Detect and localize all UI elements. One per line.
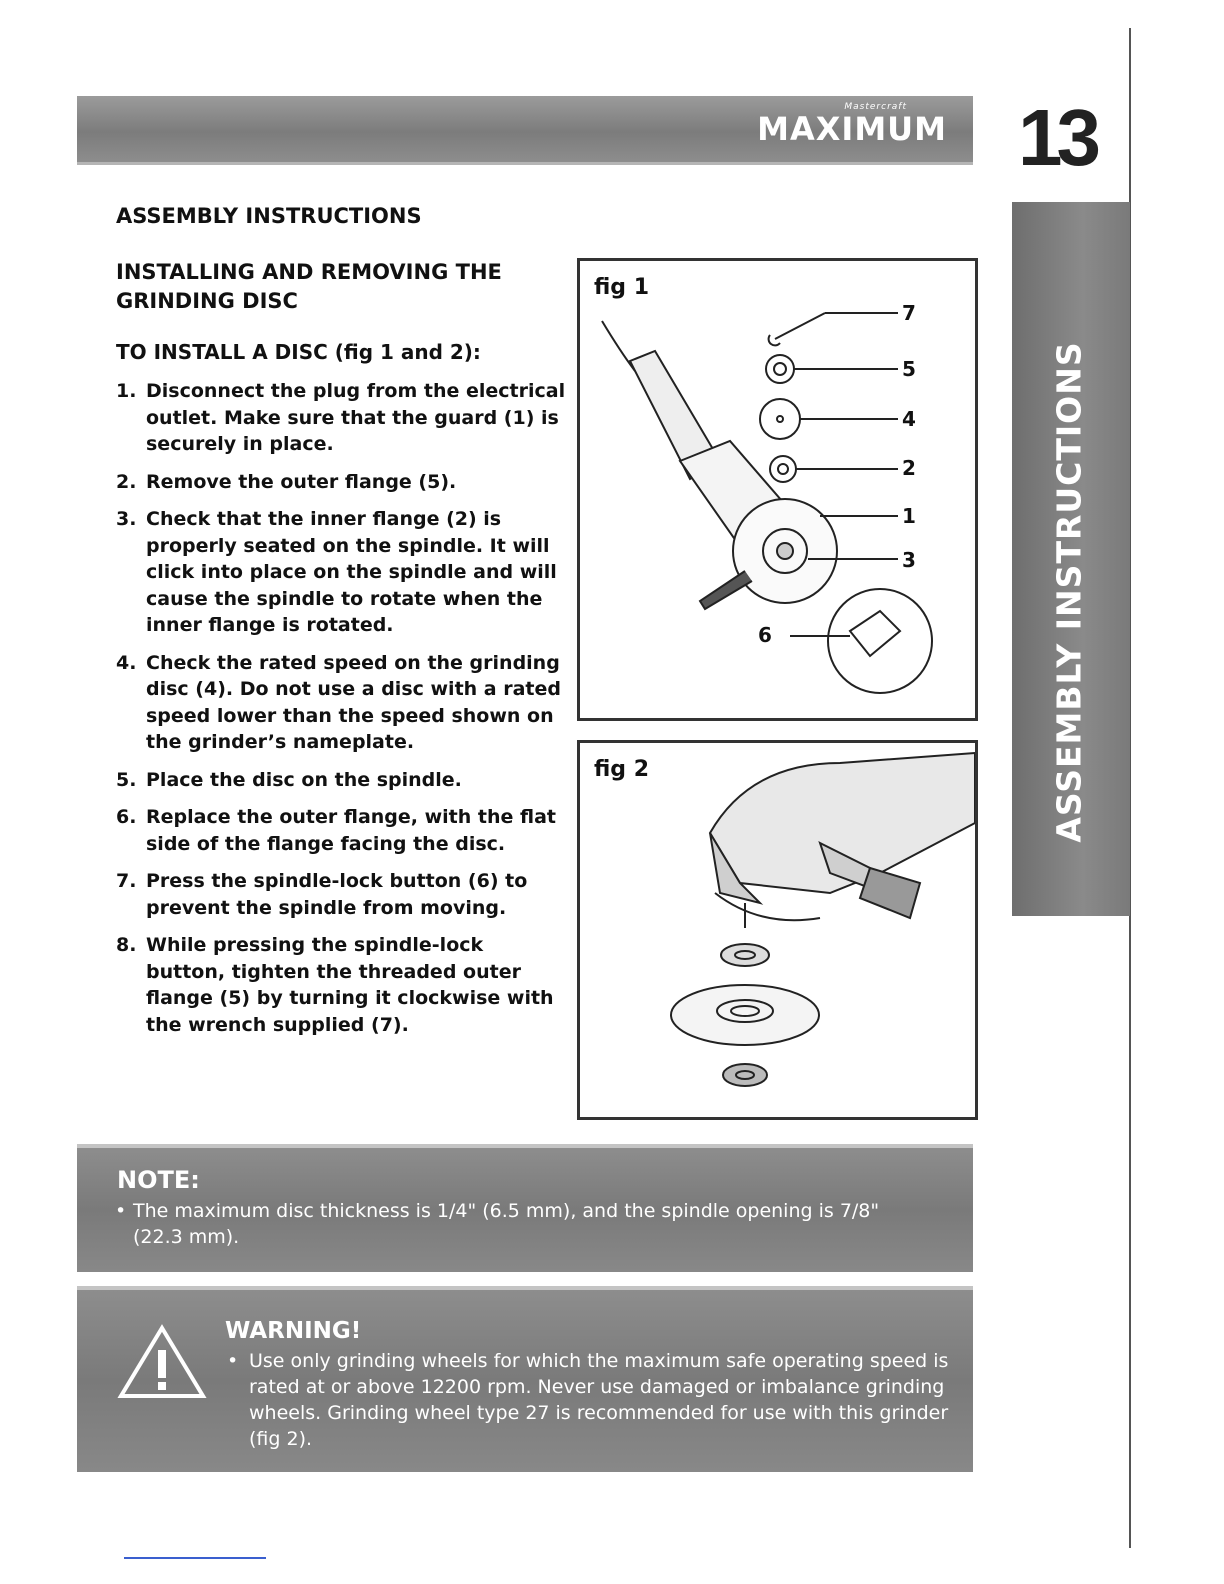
note-box [77,1144,973,1272]
wrench-shape [769,313,825,345]
callout-1: 1 [902,504,916,528]
figure-2-label: fig 2 [594,757,650,782]
callout-5: 5 [902,357,916,381]
step-text: Press the spindle-lock button (6) to prevent the spindle from moving. [146,870,528,919]
step-number: 1. [116,380,137,402]
step-text: Check that the inner flange (2) is properly seated on the spindle. It will click into place on the spindle and will cause the spindle to rotate when the inner flange is rotated. [146,508,557,636]
step-item [116,650,566,756]
side-handle [700,571,752,609]
figure-2-illustration [580,743,975,1117]
brand-main-text: MAXIMUM [757,110,947,148]
warning-title: WARNING! [225,1318,362,1344]
step-item [116,868,566,921]
step-item [116,767,566,794]
step-item [116,804,566,857]
callout-2: 2 [902,456,916,480]
lock-detail-circle [828,589,932,693]
inner-flange-shape [770,456,796,482]
callout-6: 6 [758,623,772,647]
step-number: 3. [116,508,137,530]
warning-box [77,1286,973,1472]
step-text: Remove the outer flange (5). [146,470,457,493]
step-text: Replace the outer flange, with the flat side of the flange facing the disc. [146,806,556,855]
callout-3: 3 [902,548,916,572]
figure-1-illustration [580,261,975,718]
brand-logo [757,102,947,146]
warning-text-wrapper [227,1348,969,1452]
side-tab-label: ASSEMBLY INSTRUCTIONS [1049,341,1089,843]
figure-1-label: fig 1 [594,275,650,300]
brand-small-text: Mastercraft [844,102,907,112]
header-bar [77,96,973,165]
step-text: Check the rated speed on the grinding disc (4). Do not use a disc with a rated speed lower than the speed shown on the grinder’s nameplate. [146,651,561,753]
figure-1 [577,258,978,721]
step-item [116,469,566,496]
note-text-wrapper [115,1198,933,1250]
sub-title: INSTALLING AND REMOVING THE GRINDING DISC [116,260,502,313]
outer-flange-fig2 [723,1064,767,1086]
page-number: 13 [1018,93,1095,182]
guard-fig2 [715,893,820,920]
step-number: 7. [116,870,137,892]
note-text: The maximum disc thickness is 1/4" (6.5 mm), and the spindle opening is 7/8" (22.3 mm). [133,1200,880,1248]
footer-line [124,1557,266,1559]
spindle [777,543,793,559]
callout-7: 7 [902,301,916,325]
warning-triangle-icon [117,1324,207,1400]
step-number: 2. [116,470,137,493]
step-number: 8. [116,934,137,956]
callout-4: 4 [902,407,916,431]
install-steps-list [116,378,566,1049]
disc-shape [760,399,800,439]
step-item [116,932,566,1038]
step-number: 6. [116,806,137,828]
step-item [116,506,566,639]
note-title: NOTE: [117,1166,200,1194]
step-number: 4. [116,651,137,674]
inner-flange-fig2 [721,944,769,966]
power-cord [602,321,635,371]
install-heading: TO INSTALL A DISC (fig 1 and 2): [116,340,481,364]
step-text: Disconnect the plug from the electrical outlet. Make sure that the guard (1) is securely in place. [146,380,566,455]
warning-text: Use only grinding wheels for which the maximum safe operating speed is rated at or above 12200 rpm. Never use damaged or imbalance grinding wheels. Grinding wheel type 27 is recommended for use with this grinder (fig 2). [249,1350,949,1450]
figure-2 [577,740,978,1120]
section-title: ASSEMBLY INSTRUCTIONS [116,204,422,228]
step-text: While pressing the spindle-lock button, tighten the threaded outer flange (5) by turning it clockwise with the wrench supplied (7). [146,934,554,1036]
outer-flange-shape [766,355,794,383]
step-text: Place the disc on the spindle. [146,768,462,791]
note-bullet: • [115,1200,127,1222]
warning-bullet: • [227,1350,239,1372]
step-item [116,378,566,458]
step-number: 5. [116,768,137,791]
